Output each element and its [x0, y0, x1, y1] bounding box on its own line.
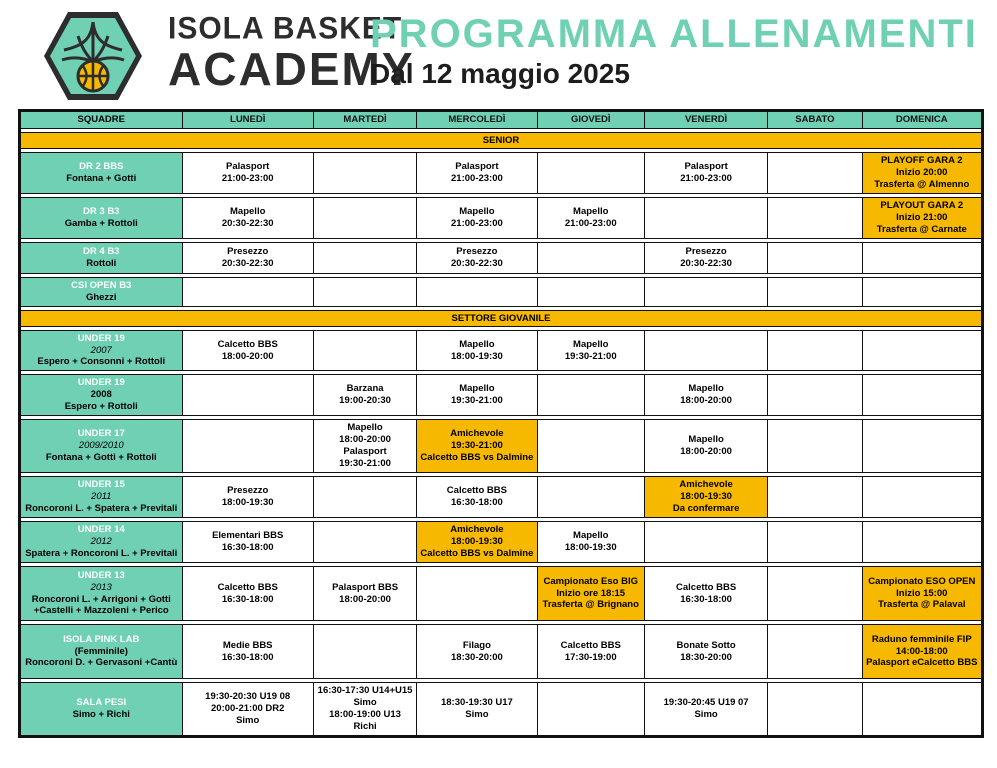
team-pink-lab: ISOLA PINK LAB (Femminile) Roncoroni D. + Gervasoni +Cantù [20, 625, 183, 679]
cell: Presezzo 18:00-19:30 [182, 477, 313, 518]
cell [182, 278, 313, 307]
table-row [20, 522, 983, 563]
cell: Calcetto BBS 16:30-18:00 [644, 567, 767, 621]
cell: Mapello 21:00-23:00 [537, 198, 644, 239]
col-squadre: SQUADRE [20, 111, 183, 129]
table-row [20, 477, 983, 518]
cell: Presezzo 20:30-22:30 [182, 243, 313, 274]
table-row [20, 683, 983, 737]
table-row [20, 567, 983, 621]
cell [768, 198, 862, 239]
cell: Palasport 21:00-23:00 [182, 153, 313, 194]
cell [644, 522, 767, 563]
table-row [20, 243, 983, 274]
team-u13: UNDER 13 2013 Roncoroni L. + Arrigoni + Gotti +Castelli + Mazzoleni + Perico [20, 567, 183, 621]
cell [537, 243, 644, 274]
cell [313, 522, 416, 563]
cell [313, 243, 416, 274]
cell [768, 278, 862, 307]
cell [537, 683, 644, 737]
team-csi: CSI OPEN B3 Ghezzi [20, 278, 183, 307]
cell: Mapello 20:30-22:30 [182, 198, 313, 239]
table-row [20, 278, 983, 307]
team-dr4: DR 4 B3 Rottoli [20, 243, 183, 274]
cell: Calcetto BBS 18:00-20:00 [182, 331, 313, 371]
table-row [20, 625, 983, 679]
cell: Mapello 18:00-20:00 [644, 420, 767, 473]
cell: Presezzo 20:30-22:30 [417, 243, 537, 274]
col-venerdi: VENERDÌ [644, 111, 767, 129]
cell [313, 198, 416, 239]
cell [768, 243, 862, 274]
table-row [20, 420, 983, 473]
team-u15: UNDER 15 2011 Roncoroni L. + Spatera + Previtali [20, 477, 183, 518]
cell [768, 567, 862, 621]
team-dr3: DR 3 B3 Gamba + Rottoli [20, 198, 183, 239]
event-cell: Campionato Eso BIG Inizio ore 18:15 Trasferta @ Brignano [537, 567, 644, 621]
col-domenica: DOMENICA [862, 111, 982, 129]
event-cell: Campionato ESO OPEN Inizio 15:00 Trasferta @ Palaval [862, 567, 982, 621]
cell: 19:30-20:45 U19 07 Simo [644, 683, 767, 737]
cell [537, 375, 644, 416]
event-cell: Amichevole 18:00-19:30 Calcetto BBS vs Dalmine [417, 522, 537, 563]
cell [644, 331, 767, 371]
cell [182, 375, 313, 416]
col-sabato: SABATO [768, 111, 862, 129]
academy-logo [42, 10, 144, 102]
cell: Palasport 21:00-23:00 [417, 153, 537, 194]
table-row [20, 153, 983, 194]
event-cell: Amichevole 18:00-19:30 Da confermare [644, 477, 767, 518]
table-row [20, 198, 983, 239]
cell: Mapello 21:00-23:00 [417, 198, 537, 239]
header-row [20, 111, 983, 129]
cell: Mapello 19:30-21:00 [537, 331, 644, 371]
cell: Medie BBS 16:30-18:00 [182, 625, 313, 679]
cell [862, 375, 982, 416]
cell [768, 331, 862, 371]
cell: Mapello 18:00-20:00 [644, 375, 767, 416]
team-sala-pesi: SALA PESI Simo + Richi [20, 683, 183, 737]
page-title: PROGRAMMA ALLENAMENTI [370, 12, 978, 56]
cell [862, 278, 982, 307]
cell: Barzana 19:00-20:30 [313, 375, 416, 416]
cell [768, 375, 862, 416]
table-row [20, 375, 983, 416]
cell [313, 153, 416, 194]
cell [768, 153, 862, 194]
cell [537, 278, 644, 307]
cell [768, 625, 862, 679]
brand-line-1: ISOLA BASKET [168, 11, 403, 46]
cell [182, 420, 313, 473]
cell: Elementari BBS 16:30-18:00 [182, 522, 313, 563]
cell [417, 567, 537, 621]
cell: 16:30-17:30 U14+U15 Simo 18:00-19:00 U13 Richi [313, 683, 416, 737]
section-senior: SENIOR [20, 133, 983, 149]
team-u19-2007: UNDER 19 2007 Espero + Consonni + Rottoli [20, 331, 183, 371]
cell [862, 331, 982, 371]
cell: Filago 18:30-20:00 [417, 625, 537, 679]
cell: Palasport 21:00-23:00 [644, 153, 767, 194]
cell [862, 683, 982, 737]
cell: Bonate Sotto 18:30-20:00 [644, 625, 767, 679]
page-subtitle: Dal 12 maggio 2025 [370, 58, 630, 89]
table-row [20, 331, 983, 371]
team-dr2: DR 2 BBS Fontana + Gotti [20, 153, 183, 194]
cell [862, 243, 982, 274]
cell [313, 331, 416, 371]
event-cell: PLAYOFF GARA 2 Inizio 20:00 Trasferta @ Almenno [862, 153, 982, 194]
col-martedi: MARTEDÌ [313, 111, 416, 129]
col-lunedi: LUNEDÌ [182, 111, 313, 129]
cell [862, 522, 982, 563]
cell: 18:30-19:30 U17 Simo [417, 683, 537, 737]
cell [313, 278, 416, 307]
cell [768, 477, 862, 518]
team-u19-2008: UNDER 19 2008 Espero + Rottoli [20, 375, 183, 416]
cell: Calcetto BBS 16:30-18:00 [182, 567, 313, 621]
team-u14: UNDER 14 2012 Spatera + Roncoroni L. + Previtali [20, 522, 183, 563]
cell [768, 522, 862, 563]
cell: 19:30-20:30 U19 08 20:00-21:00 DR2 Simo [182, 683, 313, 737]
cell [313, 625, 416, 679]
brand-line-2: ACADEMY [168, 43, 415, 95]
cell: Mapello 19:30-21:00 [417, 375, 537, 416]
cell [768, 683, 862, 737]
cell [417, 278, 537, 307]
cell: Mapello 18:00-19:30 [537, 522, 644, 563]
event-cell: Amichevole 19:30-21:00 Calcetto BBS vs Dalmine [417, 420, 537, 473]
cell [537, 477, 644, 518]
training-schedule-table [18, 109, 984, 738]
event-cell: PLAYOUT GARA 2 Inizio 21:00 Trasferta @ Carnate [862, 198, 982, 239]
cell [313, 477, 416, 518]
cell: Calcetto BBS 17:30-19:00 [537, 625, 644, 679]
section-giovanile: SETTORE GIOVANILE [20, 311, 983, 327]
cell: Presezzo 20:30-22:30 [644, 243, 767, 274]
cell: Palasport BBS 18:00-20:00 [313, 567, 416, 621]
cell [768, 420, 862, 473]
cell [862, 477, 982, 518]
cell [644, 198, 767, 239]
event-cell: Raduno femminile FIP 14:00-18:00 Palasport eCalcetto BBS [862, 625, 982, 679]
team-u17: UNDER 17 2009/2010 Fontana + Gotti + Rottoli [20, 420, 183, 473]
col-giovedi: GIOVEDÌ [537, 111, 644, 129]
cell [862, 420, 982, 473]
cell: Mapello 18:00-19:30 [417, 331, 537, 371]
cell [537, 420, 644, 473]
col-mercoledi: MERCOLEDÌ [417, 111, 537, 129]
cell [537, 153, 644, 194]
cell [644, 278, 767, 307]
cell: Calcetto BBS 16:30-18:00 [417, 477, 537, 518]
cell: Mapello 18:00-20:00 Palasport 19:30-21:00 [313, 420, 416, 473]
